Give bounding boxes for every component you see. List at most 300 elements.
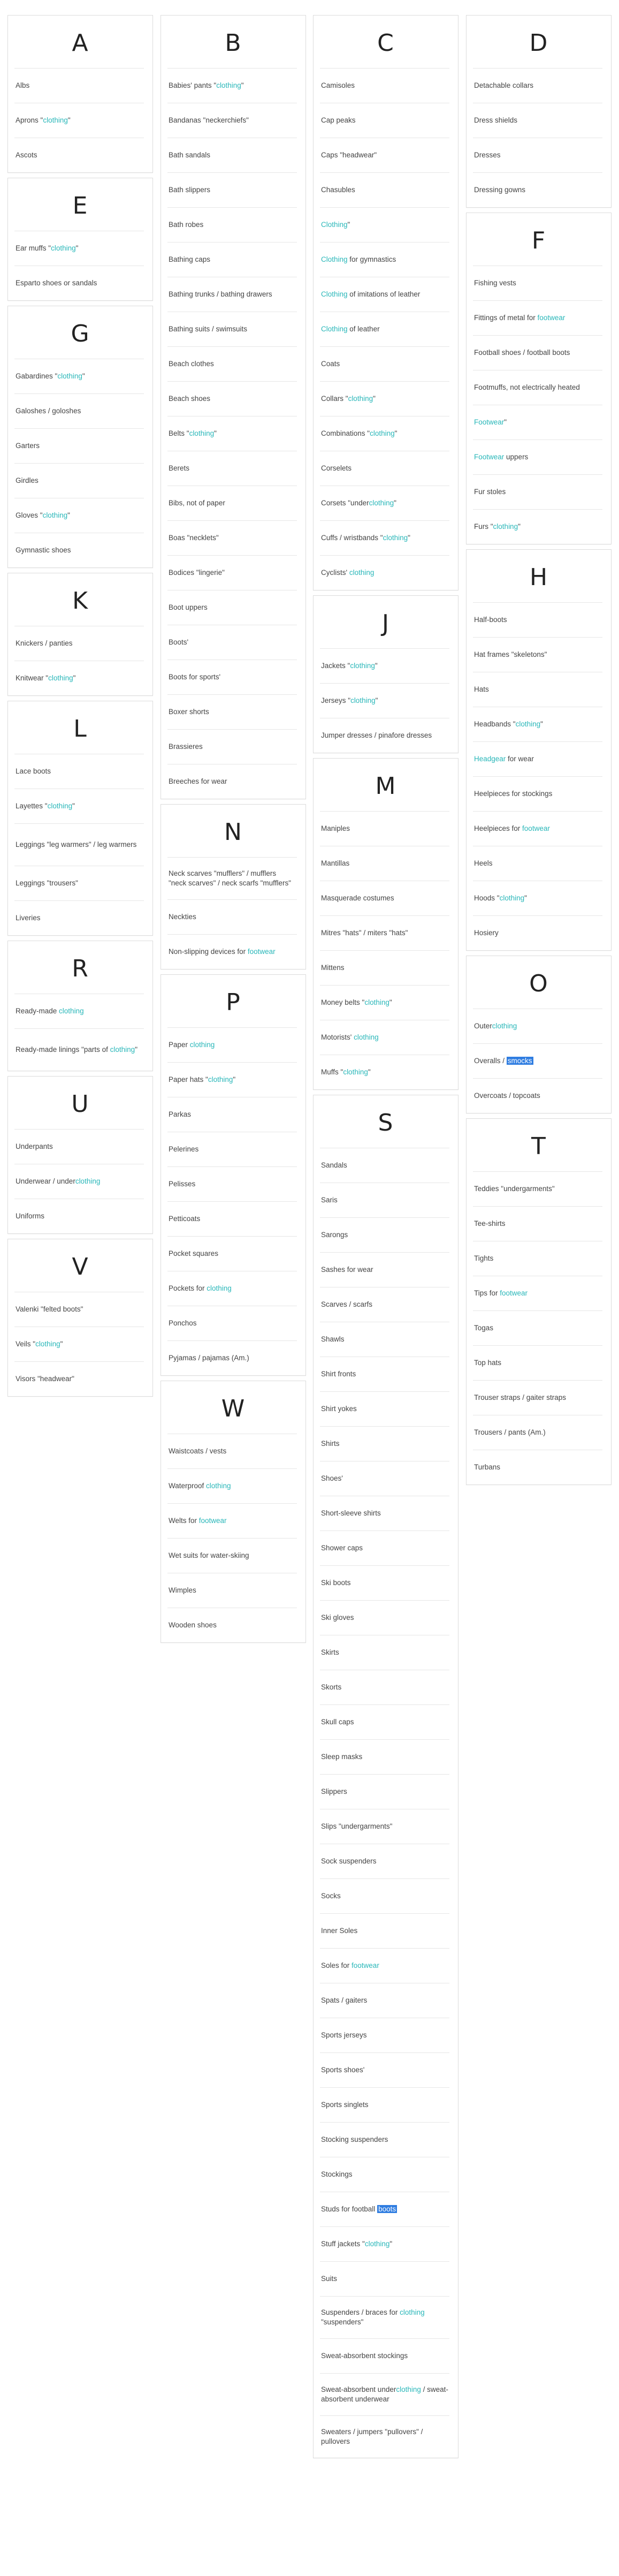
list-item[interactable]: [320, 103, 449, 138]
list-item[interactable]: [320, 1148, 449, 1183]
list-item-label: Headbands "clothing": [474, 720, 543, 728]
list-item[interactable]: [320, 811, 449, 846]
list-item-label: Neckties: [169, 913, 196, 921]
list-item-label: Ready-made linings "parts of clothing": [16, 1045, 137, 1054]
list-item[interactable]: [473, 1078, 602, 1113]
list-item-label: Brassieres: [169, 743, 203, 751]
list-item[interactable]: [167, 68, 297, 103]
list-item[interactable]: [320, 242, 449, 277]
list-item[interactable]: [473, 1276, 602, 1310]
list-item[interactable]: [14, 866, 144, 900]
list-item-label: Bathing caps: [169, 255, 211, 263]
list-item[interactable]: [320, 381, 449, 416]
list-item-label: Heels: [474, 859, 493, 867]
list-item[interactable]: [167, 1434, 297, 1468]
list-item[interactable]: [167, 1201, 297, 1236]
list-item[interactable]: [320, 1217, 449, 1252]
list-item[interactable]: [14, 661, 144, 695]
list-item[interactable]: [320, 1531, 449, 1565]
list-item-label: Bath slippers: [169, 186, 211, 194]
list-item[interactable]: [320, 138, 449, 172]
list-item[interactable]: [320, 2192, 449, 2226]
list-item[interactable]: [320, 2373, 449, 2415]
list-item[interactable]: [473, 1171, 602, 1206]
list-item[interactable]: [167, 486, 297, 520]
list-item-label: Mittens: [321, 964, 345, 972]
section-letter: L: [73, 715, 87, 743]
list-item[interactable]: [473, 637, 602, 672]
section-letter: E: [72, 192, 88, 219]
list-item-label: Jumper dresses / pinafore dresses: [321, 731, 432, 739]
list-item[interactable]: [320, 1287, 449, 1322]
list-item[interactable]: [167, 242, 297, 277]
list-item-label: Welts for footwear: [169, 1517, 227, 1525]
list-item[interactable]: [320, 2018, 449, 2052]
list-item-label: Pockets for clothing: [169, 1284, 232, 1292]
list-item[interactable]: [167, 312, 297, 346]
list-item[interactable]: [320, 1670, 449, 1704]
list-item[interactable]: [320, 1357, 449, 1391]
list-item[interactable]: [14, 231, 144, 266]
list-item[interactable]: [167, 172, 297, 207]
list-item[interactable]: [320, 1948, 449, 1983]
list-item-label: Skorts: [321, 1683, 342, 1691]
list-item-label: Saris: [321, 1196, 338, 1204]
list-item[interactable]: [473, 776, 602, 811]
list-item-label: Stuff jackets "clothing": [321, 2240, 393, 2248]
list-item[interactable]: [473, 1415, 602, 1450]
list-item[interactable]: [14, 900, 144, 935]
list-item[interactable]: [320, 68, 449, 103]
list-item[interactable]: [14, 428, 144, 463]
list-item[interactable]: [167, 934, 297, 969]
list-item[interactable]: [473, 1380, 602, 1415]
list-item-label: Bodices "lingerie": [169, 569, 225, 577]
list-item[interactable]: [14, 754, 144, 789]
list-item[interactable]: [320, 718, 449, 753]
section-letter: W: [221, 1395, 246, 1422]
list-item-label: Half-boots: [474, 616, 507, 624]
section-letter: J: [382, 610, 389, 637]
list-item-label: Boot uppers: [169, 603, 208, 611]
list-item-label: Camisoles: [321, 81, 355, 89]
list-item-label: Short-sleeve shirts: [321, 1509, 381, 1517]
list-item[interactable]: [320, 520, 449, 555]
list-item-label: Ski gloves: [321, 1613, 354, 1622]
list-item-label: Petticoats: [169, 1215, 201, 1223]
list-item[interactable]: [473, 1345, 602, 1380]
list-item[interactable]: [320, 1983, 449, 2018]
list-item-label: Skirts: [321, 1648, 339, 1656]
list-item-label: Clothing of imitations of leather: [321, 290, 421, 298]
list-item-label: Hoods "clothing": [474, 894, 527, 902]
list-item[interactable]: [167, 660, 297, 694]
list-item[interactable]: [473, 440, 602, 474]
section-card: [313, 15, 458, 590]
list-item-label: Esparto shoes or sandals: [16, 279, 97, 287]
section-card: [7, 573, 153, 696]
list-item[interactable]: [320, 1426, 449, 1461]
list-item[interactable]: [14, 1129, 144, 1164]
list-item[interactable]: [167, 1132, 297, 1166]
list-item-label: Mantillas: [321, 859, 350, 867]
list-item[interactable]: [473, 138, 602, 172]
section-card: [161, 804, 306, 969]
list-item[interactable]: [320, 1878, 449, 1913]
list-item[interactable]: [473, 811, 602, 846]
list-item-label: Underpants: [16, 1142, 53, 1150]
section-card: [7, 306, 153, 568]
list-item-label: Overalls / smocks: [474, 1057, 532, 1065]
list-item[interactable]: [320, 881, 449, 915]
list-item[interactable]: [167, 1468, 297, 1503]
list-item[interactable]: [473, 1310, 602, 1345]
list-item[interactable]: [473, 707, 602, 741]
list-item-label: Sleep masks: [321, 1753, 363, 1761]
list-item[interactable]: [320, 2296, 449, 2338]
list-item[interactable]: [320, 2052, 449, 2087]
list-item-label: Galoshes / goloshes: [16, 407, 81, 415]
list-item-label: Spats / gaiters: [321, 1996, 368, 2004]
list-item[interactable]: [320, 486, 449, 520]
list-item-label: Slippers: [321, 1787, 347, 1795]
list-item-label: Money belts "clothing": [321, 998, 392, 1006]
list-item-label: Detachable collars: [474, 81, 534, 89]
list-item[interactable]: [473, 1043, 602, 1078]
list-item-label: Overcoats / topcoats: [474, 1092, 540, 1100]
list-item[interactable]: [320, 1635, 449, 1670]
list-item-label: Sashes for wear: [321, 1266, 373, 1274]
list-item[interactable]: [167, 520, 297, 555]
list-item[interactable]: [167, 729, 297, 764]
list-item[interactable]: [167, 277, 297, 312]
list-item[interactable]: [320, 277, 449, 312]
list-item[interactable]: [473, 300, 602, 335]
list-item-label: Valenki "felted boots": [16, 1305, 83, 1313]
list-item-label: Waterproof clothing: [169, 1482, 231, 1490]
list-item[interactable]: [320, 1461, 449, 1496]
list-item[interactable]: [320, 1322, 449, 1357]
list-item-label: Underwear / underclothing: [16, 1177, 101, 1185]
list-item[interactable]: [320, 1055, 449, 1089]
list-item[interactable]: [167, 381, 297, 416]
list-item-label: Pyjamas / pajamas (Am.): [169, 1354, 249, 1362]
list-item-label: Boas "necklets": [169, 534, 219, 542]
list-item-label: Football shoes / football boots: [474, 348, 570, 357]
list-item-label: Layettes "clothing": [16, 802, 75, 810]
list-item[interactable]: [14, 533, 144, 567]
section-letter: K: [72, 587, 88, 615]
list-item[interactable]: [473, 881, 602, 915]
list-item-label: Bibs, not of paper: [169, 499, 225, 507]
list-item[interactable]: [14, 138, 144, 172]
list-item-label: Shoes': [321, 1474, 343, 1482]
list-item[interactable]: [320, 648, 449, 683]
list-item[interactable]: [320, 915, 449, 950]
list-item[interactable]: [320, 2338, 449, 2373]
section-letter: M: [375, 772, 396, 800]
section-card: [7, 178, 153, 301]
list-item-label: Clothing of leather: [321, 325, 380, 333]
list-item-label: Heelpieces for stockings: [474, 790, 553, 798]
section-letter: D: [529, 29, 548, 57]
list-item-label: Fur stoles: [474, 488, 506, 496]
list-item[interactable]: [167, 899, 297, 934]
list-item-label: Footwear uppers: [474, 453, 529, 461]
list-item[interactable]: [167, 1027, 297, 1062]
list-item[interactable]: [320, 1565, 449, 1600]
list-item-label: Shirt yokes: [321, 1405, 357, 1413]
list-item[interactable]: [473, 846, 602, 881]
list-item[interactable]: [320, 1600, 449, 1635]
list-item[interactable]: [14, 1164, 144, 1199]
list-item[interactable]: [167, 138, 297, 172]
section-letter: U: [71, 1090, 89, 1118]
list-item[interactable]: [473, 672, 602, 707]
list-item[interactable]: [320, 1704, 449, 1739]
list-item[interactable]: [473, 172, 602, 207]
section-letter: O: [529, 970, 548, 997]
list-item[interactable]: [167, 1340, 297, 1375]
list-item[interactable]: [167, 694, 297, 729]
list-item[interactable]: [473, 266, 602, 300]
list-item-label: Sarongs: [321, 1231, 348, 1239]
list-item-label: Leggings "leg warmers" / leg warmers: [16, 840, 137, 848]
list-item-label: Corselets: [321, 464, 352, 472]
list-item[interactable]: [14, 626, 144, 661]
list-item-label: Mitres "hats" / miters "hats": [321, 929, 408, 937]
list-item[interactable]: [320, 1913, 449, 1948]
list-item[interactable]: [320, 1183, 449, 1217]
list-item[interactable]: [14, 823, 144, 866]
list-item-label: Corsets "underclothing": [321, 499, 396, 507]
list-item-label: Beach clothes: [169, 360, 214, 368]
list-item[interactable]: [167, 1166, 297, 1201]
list-item[interactable]: [473, 741, 602, 776]
list-item-label: Suits: [321, 2275, 338, 2283]
list-item[interactable]: [320, 1844, 449, 1878]
section-letter: N: [224, 819, 242, 846]
list-item[interactable]: [167, 1062, 297, 1097]
list-item-label: Trouser straps / gaiter straps: [474, 1393, 567, 1401]
list-item-label: Inner Soles: [321, 1927, 358, 1935]
list-item[interactable]: [167, 1306, 297, 1340]
list-item[interactable]: [320, 950, 449, 985]
list-item-label: Visors "headwear": [16, 1375, 74, 1383]
list-item-label: Maniples: [321, 824, 350, 832]
list-item[interactable]: [473, 602, 602, 637]
list-item-label: Furs "clothing": [474, 522, 521, 531]
list-item[interactable]: [167, 764, 297, 799]
list-item-label: Dressing gowns: [474, 186, 526, 194]
list-item[interactable]: [14, 1361, 144, 1396]
list-item-label: Hats: [474, 685, 489, 693]
list-item[interactable]: [320, 1252, 449, 1287]
list-item[interactable]: [473, 68, 602, 103]
list-item[interactable]: [14, 1199, 144, 1233]
section-letter: H: [529, 564, 548, 591]
list-item-label: Suspenders / braces for clothing "suspenders": [321, 2308, 425, 2326]
list-item[interactable]: [320, 1809, 449, 1844]
list-item-label: Neck scarves "mufflers" / mufflers "neck scarves" / neck scarfs "mufflers": [169, 869, 291, 887]
list-item-label: Garters: [16, 442, 40, 450]
list-item-label: Caps "headwear": [321, 151, 377, 159]
list-item-label: Chasubles: [321, 186, 355, 194]
list-item[interactable]: [473, 1241, 602, 1276]
list-item-label: Skull caps: [321, 1718, 354, 1726]
list-item[interactable]: [167, 1271, 297, 1306]
list-item-label: Fishing vests: [474, 279, 516, 287]
list-item-label: Non-slipping devices for footwear: [169, 948, 276, 956]
list-item[interactable]: [473, 335, 602, 370]
section-card: [7, 15, 153, 173]
list-item[interactable]: [167, 1097, 297, 1132]
list-item[interactable]: [473, 103, 602, 138]
list-item[interactable]: [167, 103, 297, 138]
list-item-label: Pocket squares: [169, 1249, 219, 1257]
list-item[interactable]: [320, 207, 449, 242]
list-item-label: Lace boots: [16, 767, 51, 775]
column-1: [7, 15, 153, 1401]
list-item[interactable]: [14, 1327, 144, 1361]
list-item[interactable]: [14, 359, 144, 393]
list-item-label: Wooden shoes: [169, 1621, 217, 1629]
list-item[interactable]: [167, 207, 297, 242]
list-item-label: Heelpieces for footwear: [474, 824, 550, 832]
list-item[interactable]: [320, 985, 449, 1020]
list-item[interactable]: [14, 463, 144, 498]
column-2: [161, 15, 306, 1648]
list-item[interactable]: [14, 994, 144, 1028]
list-item-label: Clothing for gymnastics: [321, 255, 396, 263]
list-item[interactable]: [14, 789, 144, 823]
list-item[interactable]: [320, 2226, 449, 2261]
list-item-label: Shawls: [321, 1335, 345, 1343]
list-item[interactable]: [320, 683, 449, 718]
list-item[interactable]: [167, 416, 297, 451]
list-item-label: Wet suits for water-skiing: [169, 1551, 249, 1559]
list-item-label: Footmuffs, not electrically heated: [474, 383, 580, 391]
section-letter: B: [225, 29, 242, 57]
list-item-label: Fittings of metal for footwear: [474, 314, 565, 322]
list-item[interactable]: [167, 1503, 297, 1538]
list-item[interactable]: [14, 1292, 144, 1327]
list-item-label: Uniforms: [16, 1212, 45, 1220]
section-letter: C: [377, 29, 394, 57]
section-letter: V: [72, 1253, 89, 1281]
list-item[interactable]: [320, 172, 449, 207]
list-item-label: Breeches for wear: [169, 777, 227, 785]
section-card: [466, 1118, 612, 1485]
list-item[interactable]: [473, 1450, 602, 1484]
list-item[interactable]: [14, 498, 144, 533]
list-item[interactable]: [320, 1391, 449, 1426]
list-item[interactable]: [167, 1608, 297, 1642]
list-item[interactable]: [167, 346, 297, 381]
list-item-label: Dress shields: [474, 116, 518, 124]
list-item[interactable]: [167, 1538, 297, 1573]
list-item-label: Ski boots: [321, 1579, 351, 1587]
list-item[interactable]: [473, 509, 602, 544]
list-item[interactable]: [320, 2261, 449, 2296]
section-letter: A: [72, 29, 89, 57]
list-item[interactable]: [473, 1206, 602, 1241]
list-item[interactable]: [320, 346, 449, 381]
list-item-label: Jerseys "clothing": [321, 696, 378, 704]
list-item[interactable]: [320, 312, 449, 346]
list-item[interactable]: [320, 1496, 449, 1531]
list-item[interactable]: [320, 1020, 449, 1055]
list-item[interactable]: [473, 1009, 602, 1043]
list-item[interactable]: [14, 103, 144, 138]
list-item[interactable]: [14, 1028, 144, 1071]
list-item[interactable]: [14, 393, 144, 428]
section-card: [7, 1239, 153, 1397]
list-item-label: Ascots: [16, 151, 37, 159]
list-item[interactable]: [320, 416, 449, 451]
list-item-label: Slips "undergarments": [321, 1822, 393, 1830]
list-item[interactable]: [14, 68, 144, 103]
section-card: [161, 15, 306, 799]
list-item-label: Sock suspenders: [321, 1857, 377, 1865]
list-item-label: Veils "clothing": [16, 1340, 63, 1348]
list-item[interactable]: [167, 590, 297, 625]
list-item[interactable]: [473, 474, 602, 509]
list-item-label: Boxer shorts: [169, 708, 209, 716]
list-item[interactable]: [167, 1573, 297, 1608]
list-item[interactable]: [167, 857, 297, 899]
list-item[interactable]: [320, 2122, 449, 2157]
list-item-label: Top hats: [474, 1359, 502, 1367]
list-item[interactable]: [167, 625, 297, 660]
list-item-label: Socks: [321, 1892, 341, 1900]
list-item[interactable]: [167, 451, 297, 486]
list-item[interactable]: [320, 555, 449, 590]
list-item-label: Hat frames "skeletons": [474, 650, 547, 658]
list-item-label: Cyclists' clothing: [321, 569, 375, 577]
list-item[interactable]: [473, 405, 602, 440]
list-item[interactable]: [320, 451, 449, 486]
list-item-label: Studs for football boots: [321, 2205, 396, 2213]
list-item[interactable]: [473, 370, 602, 405]
section-card: [313, 1095, 458, 2458]
list-item[interactable]: [473, 915, 602, 950]
column-4: [466, 15, 612, 1490]
list-item[interactable]: [320, 2087, 449, 2122]
section-card: [466, 549, 612, 951]
list-item[interactable]: [320, 2157, 449, 2192]
section-letter: F: [531, 227, 546, 254]
list-item[interactable]: [320, 1774, 449, 1809]
list-item-label: Combinations "clothing": [321, 429, 398, 437]
list-item-label: Parkas: [169, 1110, 192, 1118]
list-item-label: Masquerade costumes: [321, 894, 394, 902]
list-item[interactable]: [167, 555, 297, 590]
list-item[interactable]: [320, 2415, 449, 2458]
list-item-label: Sandals: [321, 1161, 347, 1169]
list-item[interactable]: [14, 266, 144, 300]
list-item-label: Collars "clothing": [321, 395, 376, 403]
list-item-label: Wimples: [169, 1586, 196, 1594]
list-item-label: Knickers / panties: [16, 639, 73, 647]
list-item[interactable]: [320, 846, 449, 881]
list-item[interactable]: [320, 1739, 449, 1774]
list-item-label: Dresses: [474, 151, 501, 159]
list-item-label: Stockings: [321, 2170, 353, 2178]
list-item[interactable]: [167, 1236, 297, 1271]
column-3: [313, 15, 458, 2463]
list-item-label: Cap peaks: [321, 116, 356, 124]
